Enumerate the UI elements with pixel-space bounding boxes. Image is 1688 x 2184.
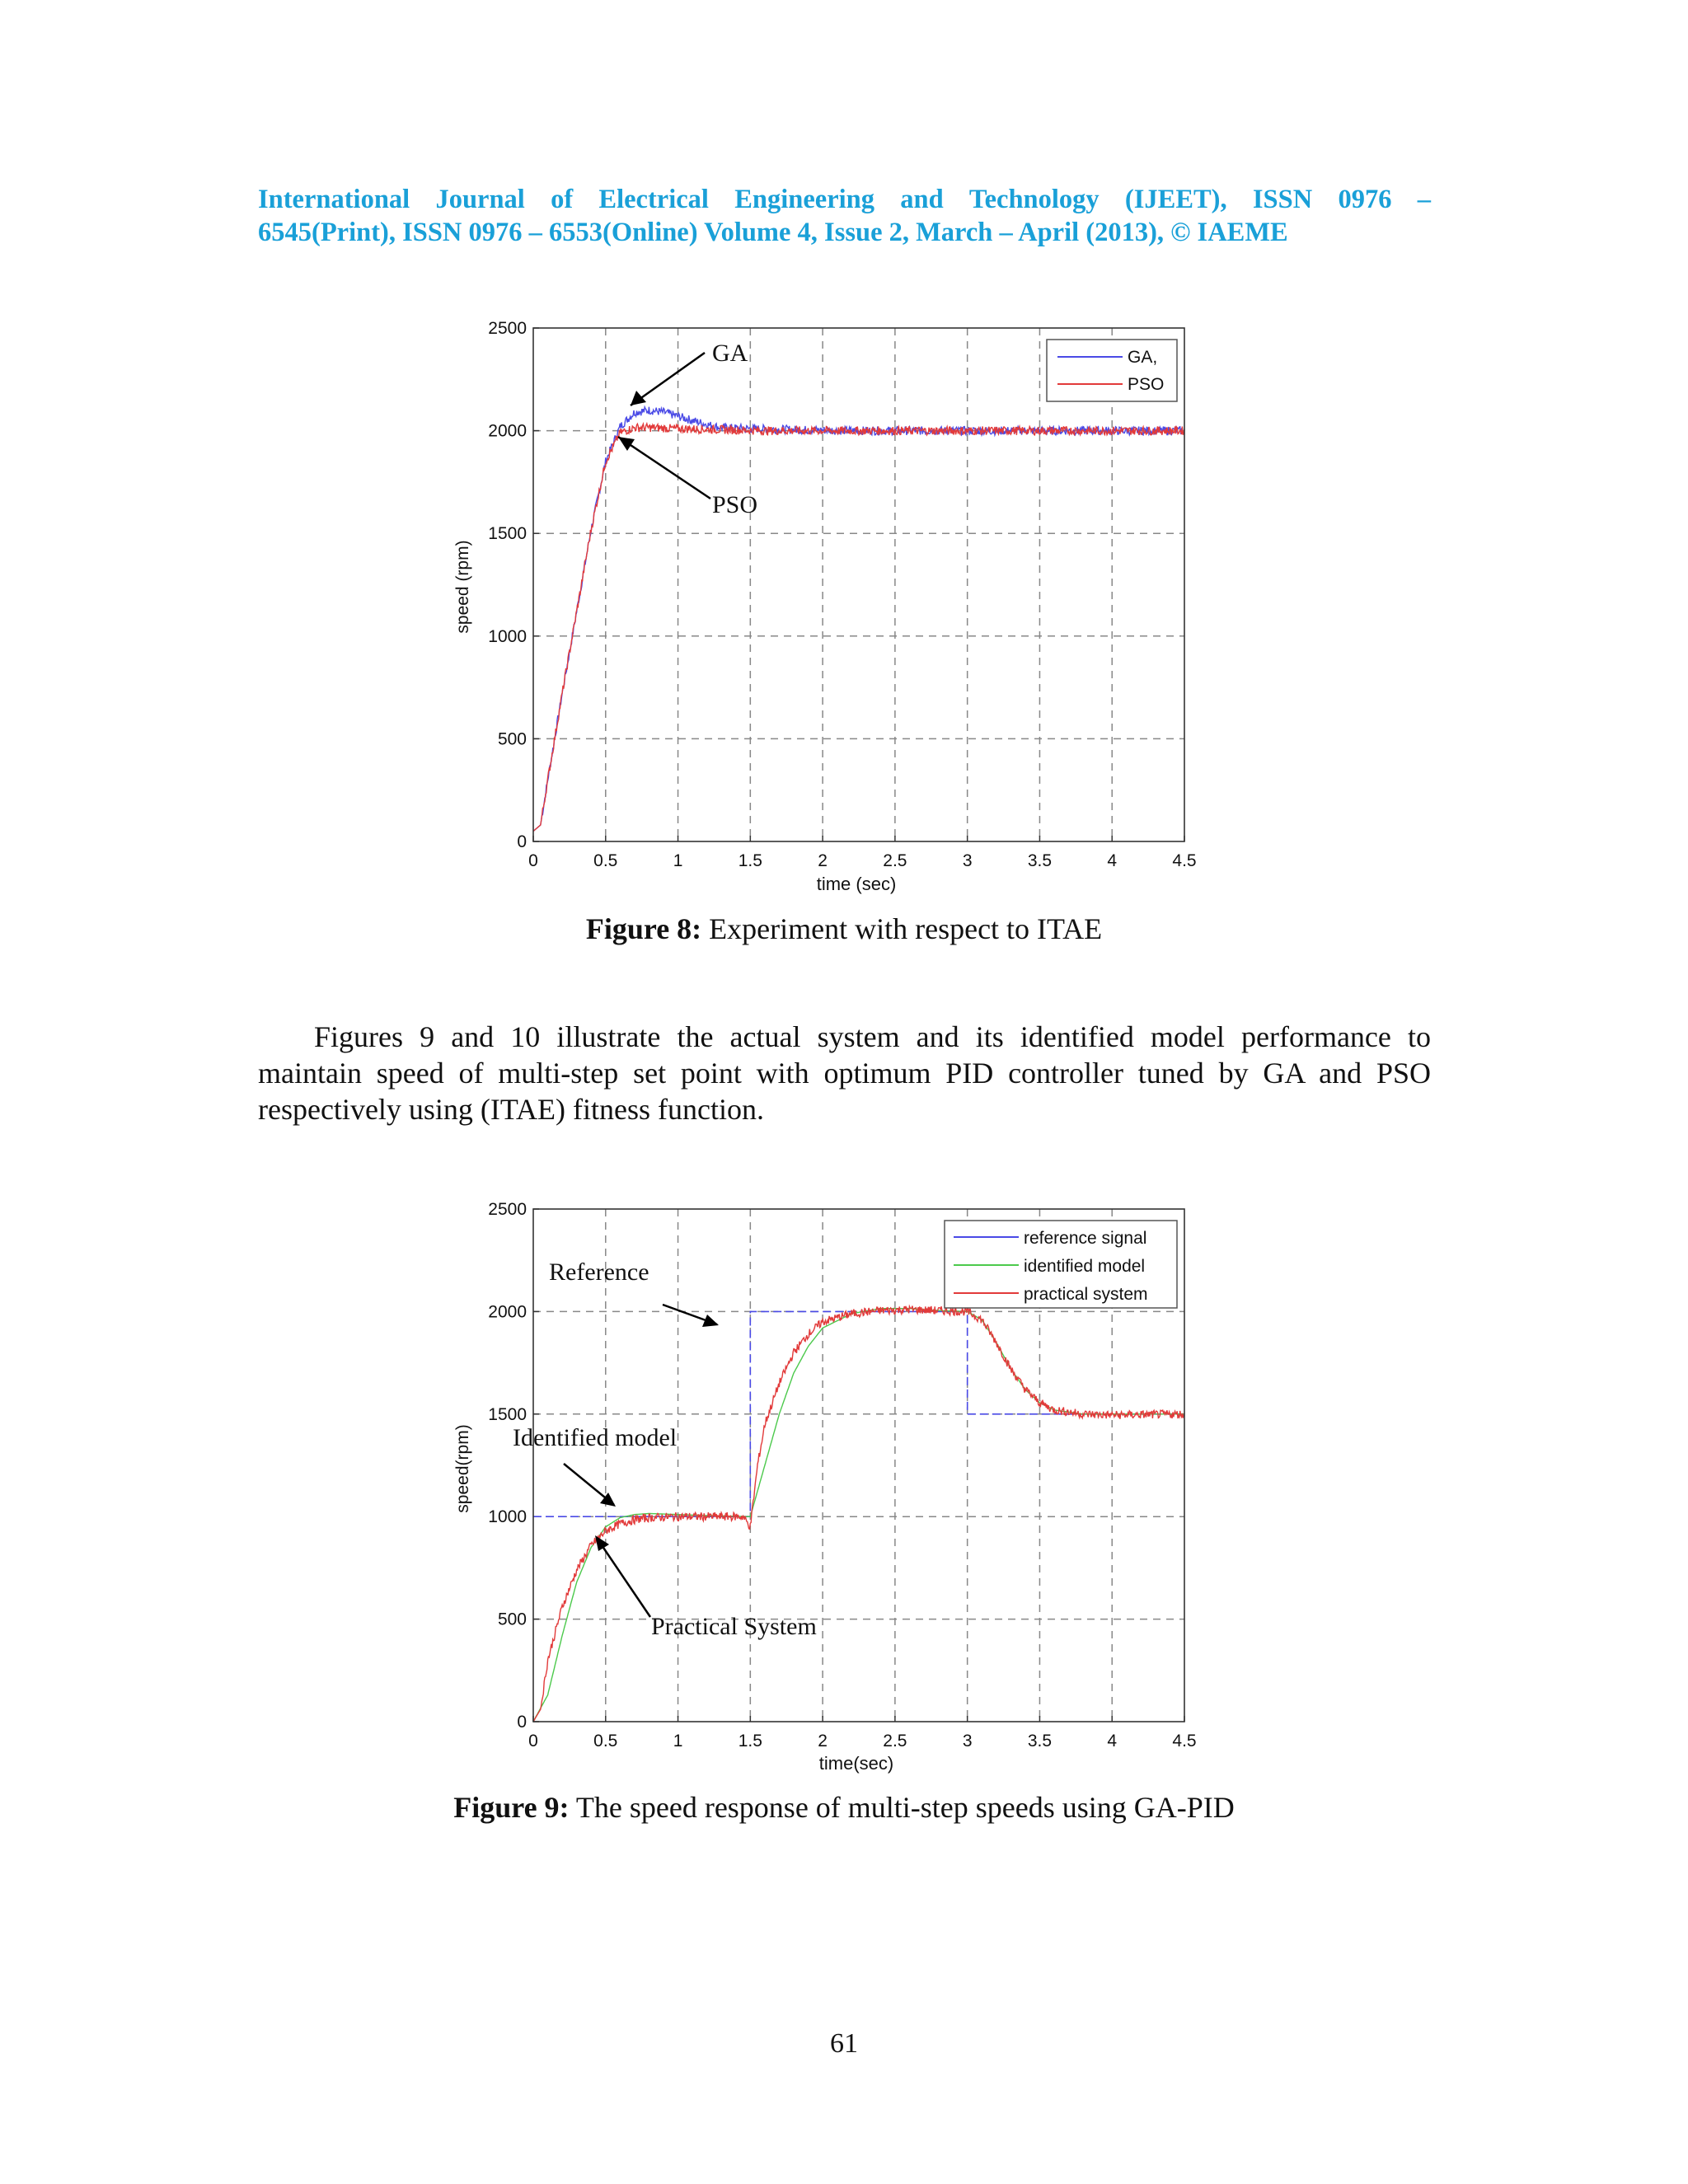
x-tick-label: 0.5 (593, 851, 618, 870)
y-tick-label: 2500 (488, 1200, 527, 1219)
header-word: and (900, 185, 944, 214)
legend-label-practical: practical system (1024, 1285, 1148, 1304)
header-word: 0976 (1338, 185, 1392, 214)
header-word: of (551, 185, 574, 214)
x-tick-label: 4 (1107, 1732, 1118, 1750)
y-tick-label: 2000 (488, 1302, 527, 1322)
chart-legend (945, 1221, 1177, 1308)
annotation-reference: Reference (549, 1258, 649, 1286)
header-word: (IJEET), (1124, 185, 1227, 214)
paragraph-line: Figures 9 and 10 illustrate the actual system and its identified model performance to (314, 1020, 1431, 1053)
annotation-practical-system: Practical System (651, 1613, 817, 1640)
figure-8-caption-text: Experiment with respect to ITAE (701, 912, 1103, 945)
x-tick-label: 4.5 (1172, 851, 1197, 870)
journal-header-line2: 6545(Print), ISSN 0976 – 6553(Online) Volume 4, Issue 2, March – April (2013), © IAEME (258, 218, 1288, 247)
figure-8-caption-label: Figure 8: (585, 912, 702, 945)
header-word: Electrical (598, 185, 709, 214)
annotation-identified-model: Identified model (513, 1424, 678, 1451)
y-tick-label: 500 (497, 1610, 527, 1629)
figure-9-caption-text: The speed response of multi-step speeds using GA-PID (569, 1791, 1235, 1824)
legend-label-identified: identified model (1024, 1257, 1146, 1276)
x-tick-label: 1 (673, 1732, 683, 1750)
paragraph-line: respectively using (ITAE) fitness function. (258, 1093, 764, 1126)
x-tick-label: 2 (818, 1732, 828, 1750)
header-word: – (1417, 185, 1431, 214)
x-tick-label: 2.5 (883, 851, 907, 870)
x-tick-label: 1.5 (738, 851, 762, 870)
header-word: Engineering (734, 185, 874, 214)
x-tick-label: 4 (1107, 851, 1118, 870)
y-tick-label: 0 (517, 1713, 527, 1732)
annotation-ga: GA (712, 340, 748, 367)
chart-x-axis-label: time (sec) (816, 874, 897, 894)
x-tick-label: 0 (528, 851, 538, 870)
y-tick-label: 1500 (488, 1404, 527, 1424)
x-tick-label: 3.5 (1027, 851, 1053, 870)
legend-label-ga: GA, (1128, 348, 1158, 367)
x-tick-label: 2.5 (883, 1732, 907, 1750)
annotation-pso: PSO (712, 491, 758, 518)
y-tick-label: 2500 (488, 319, 527, 338)
y-tick-label: 1000 (488, 626, 527, 646)
y-tick-label: 500 (497, 729, 527, 749)
header-word: ISSN (1252, 185, 1313, 214)
x-tick-label: 3 (962, 1732, 973, 1750)
legend-label-pso: PSO (1128, 375, 1165, 394)
x-tick-label: 3 (962, 851, 973, 870)
legend-label-reference: reference signal (1024, 1229, 1147, 1248)
figure-9-caption (0, 1790, 1688, 1825)
x-tick-label: 0 (528, 1732, 538, 1750)
x-tick-label: 1 (673, 851, 683, 870)
figure-9-caption-label: Figure 9: (453, 1791, 570, 1824)
y-tick-label: 2000 (488, 421, 527, 441)
header-word: International (258, 185, 410, 214)
header-word: Technology (968, 185, 1100, 214)
x-tick-label: 1.5 (738, 1732, 762, 1750)
chart-x-axis-label: time(sec) (818, 1753, 894, 1774)
chart-y-axis-label: speed (rpm) (453, 540, 472, 634)
y-tick-label: 0 (517, 832, 527, 851)
y-tick-label: 1000 (488, 1507, 527, 1527)
y-tick-label: 1500 (488, 524, 527, 544)
x-tick-label: 2 (818, 851, 828, 870)
chart-y-axis-label: speed(rpm) (453, 1424, 472, 1513)
x-tick-label: 0.5 (593, 1732, 618, 1750)
page-number: 61 (830, 2028, 858, 2059)
header-word: Journal (435, 185, 525, 214)
x-tick-label: 3.5 (1027, 1732, 1053, 1750)
paragraph-line: maintain speed of multi-step set point with optimum PID controller tuned by GA and PSO (258, 1057, 1431, 1090)
x-tick-label: 4.5 (1172, 1732, 1197, 1750)
